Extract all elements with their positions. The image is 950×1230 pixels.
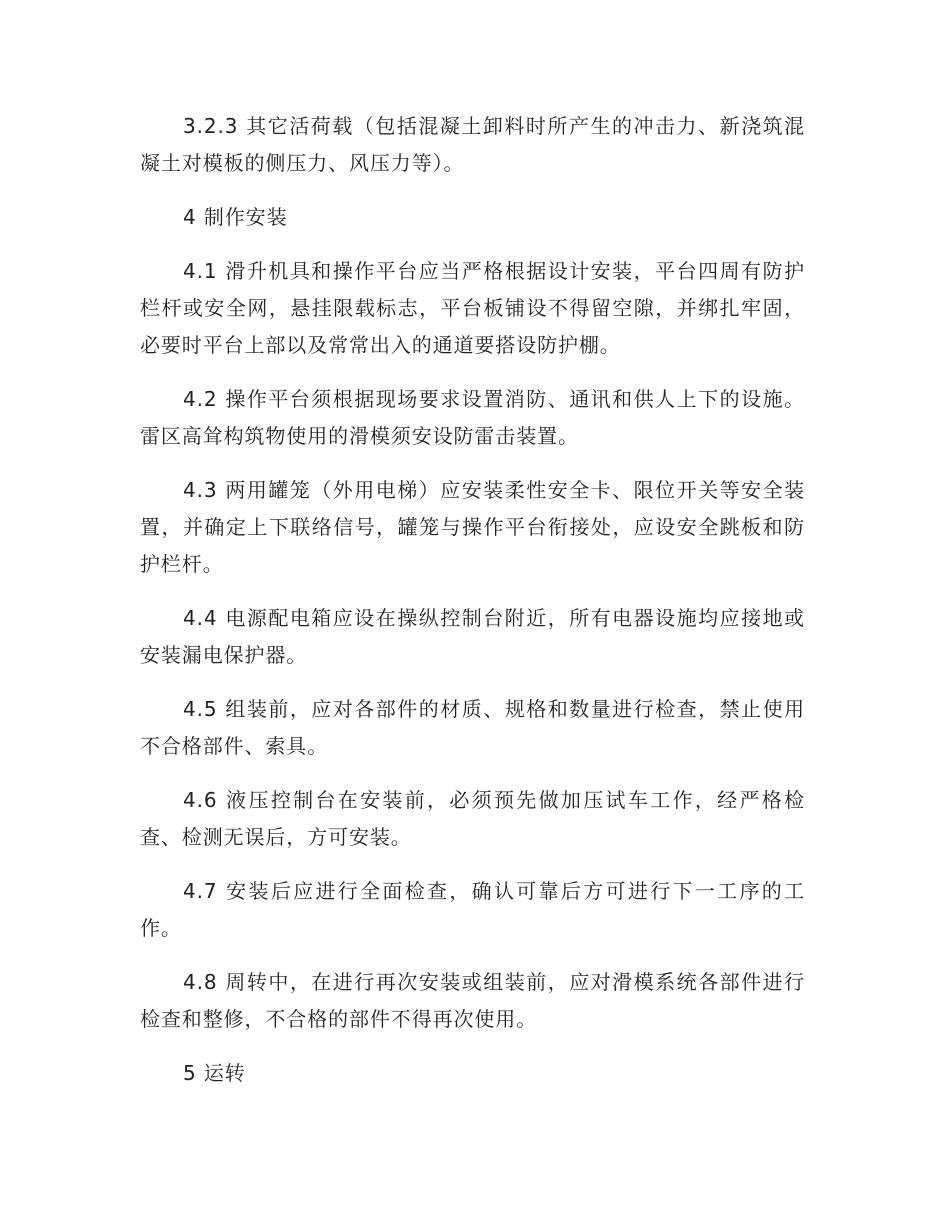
document-body xyxy=(140,108,805,1109)
paragraph-4-5: 4.5 组装前，应对各部件的材质、规格和数量进行检查，禁止使用不合格部件、索具。 xyxy=(140,697,805,758)
paragraph-4-1: 4.1 滑升机具和操作平台应当严格根据设计安装，平台四周有防护栏杆或安全网，悬挂限载标志，平台板铺设不得留空隙，并绑扎牢固，必要时平台上部以及常常出入的通道要搭设防护棚。 xyxy=(140,259,805,357)
paragraph-3-2-3: 3.2.3 其它活荷载（包括混凝土卸料时所产生的冲击力、新浇筑混凝土对模板的侧压力、风压力等）。 xyxy=(140,114,805,175)
paragraph-4-3: 4.3 两用罐笼（外用电梯）应安装柔性安全卡、限位开关等安全装置，并确定上下联络信号，罐笼与操作平台衔接处，应设安全跳板和防护栏杆。 xyxy=(140,478,805,576)
paragraph-4-2: 4.2 操作平台须根据现场要求设置消防、通讯和供人上下的设施。雷区高耸构筑物使用的滑模须安设防雷击装置。 xyxy=(140,387,805,448)
paragraph-4-7: 4.7 安装后应进行全面检查，确认可靠后方可进行下一工序的工作。 xyxy=(140,879,805,940)
section-heading-5: 5 运转 xyxy=(183,1061,246,1085)
paragraph-4-4: 4.4 电源配电箱应设在操纵控制台附近，所有电器设施均应接地或安装漏电保护器。 xyxy=(140,606,805,667)
paragraph-4-8: 4.8 周转中，在进行再次安装或组装前，应对滑模系统各部件进行检查和整修，不合格的部件不得再次使用。 xyxy=(140,970,805,1031)
section-heading-4: 4 制作安装 xyxy=(183,205,288,229)
paragraph-4-6: 4.6 液压控制台在安装前，必须预先做加压试车工作，经严格检查、检测无误后，方可安装。 xyxy=(140,788,805,849)
